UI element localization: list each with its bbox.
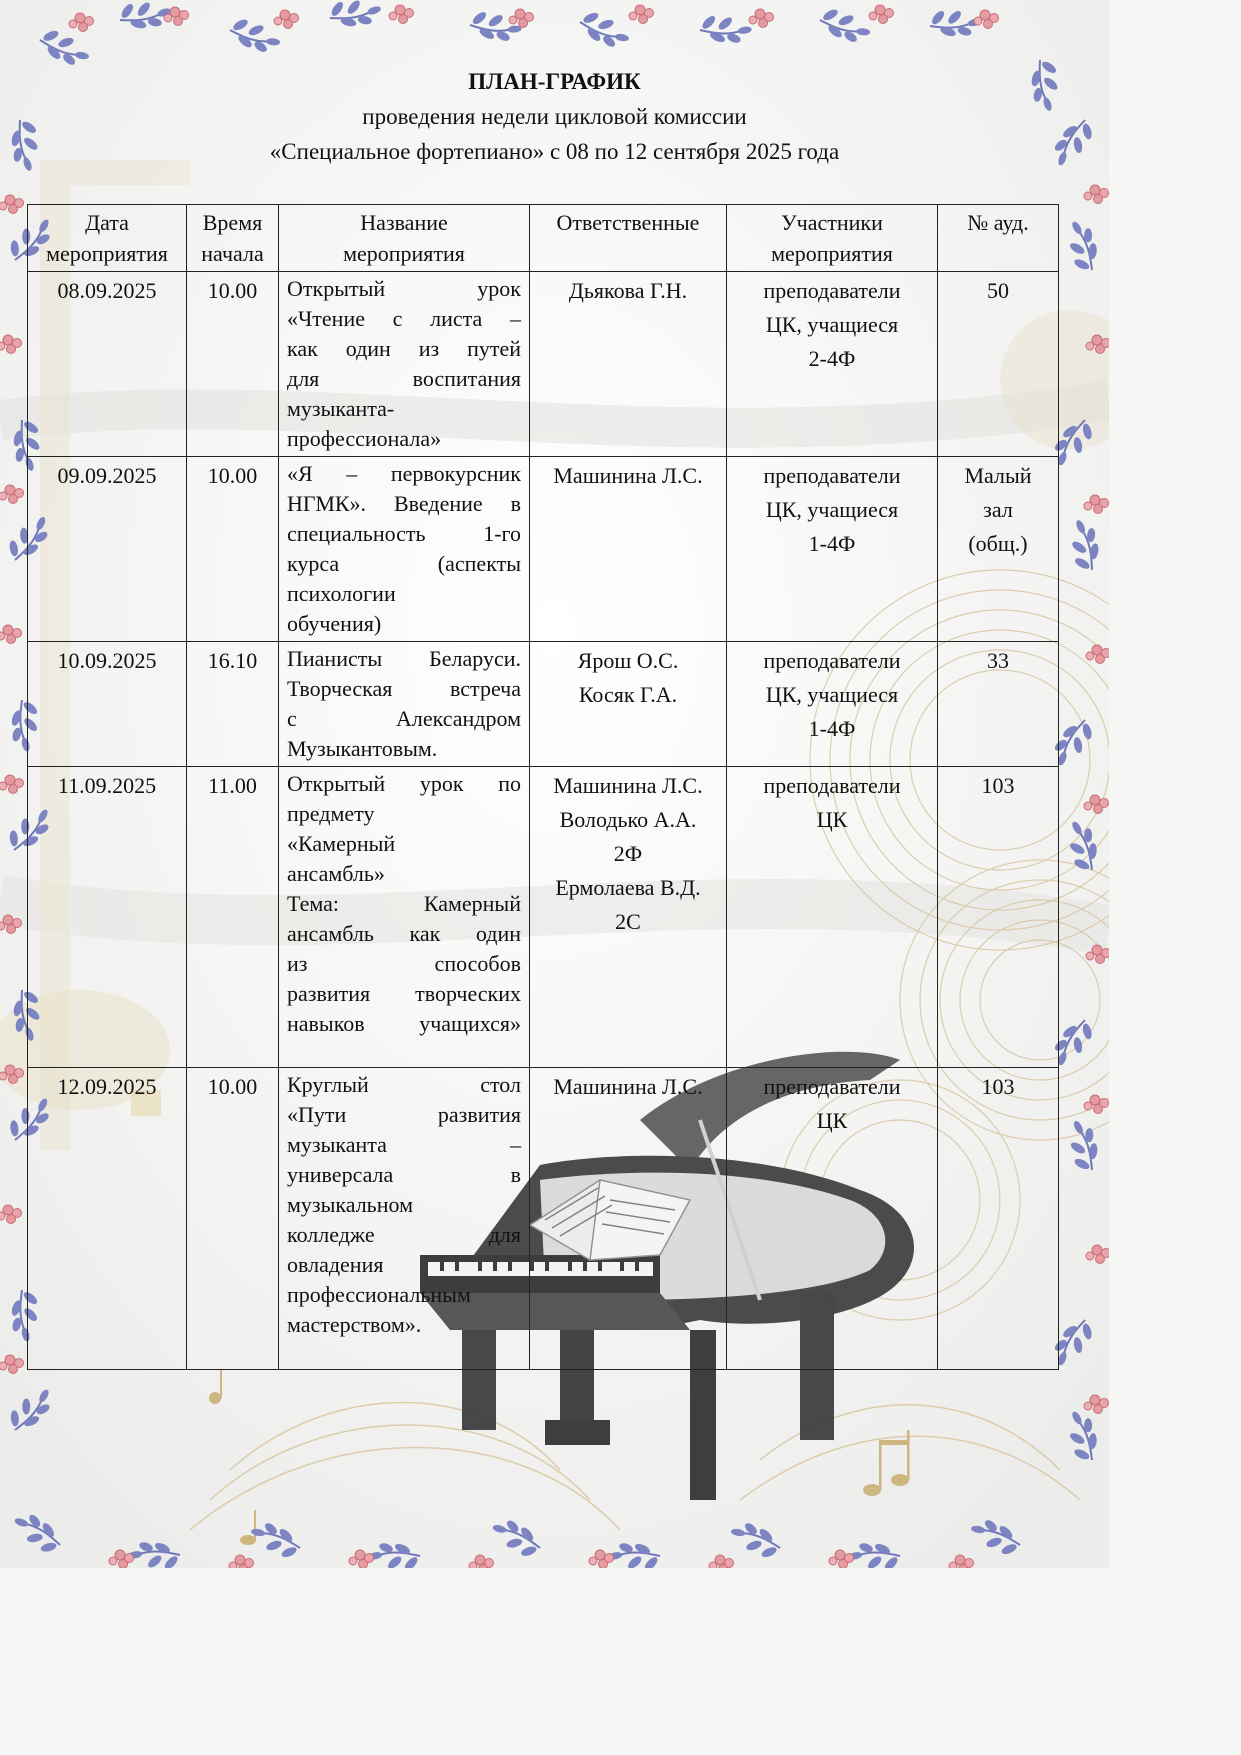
room-line: 103 (981, 773, 1015, 798)
event-date: 08.09.2025 (57, 278, 157, 303)
event-name-line: развития творческих (287, 981, 521, 1006)
event-date: 10.09.2025 (57, 648, 157, 673)
participants-line: ЦК, учащиеся (765, 497, 899, 522)
table-header-row (28, 205, 1059, 272)
header-room (938, 205, 1059, 272)
document-heading (0, 64, 1109, 169)
event-name-line: предмету (287, 801, 375, 826)
schedule-table (27, 204, 1059, 1370)
responsible-line: Машинина Л.С. (553, 463, 703, 488)
participants-line: ЦК, учащиеся (765, 682, 899, 707)
header-time-line-2: начала (201, 241, 264, 266)
event-name-line: профессиональным (287, 1282, 471, 1307)
event-name-line: навыков учащихся» (287, 1011, 521, 1036)
event-name-line: как один из путей (287, 336, 521, 361)
header-responsible (530, 205, 727, 272)
event-date: 09.09.2025 (57, 463, 157, 488)
event-name-line: «Пути развития (287, 1102, 521, 1127)
participants-line: преподаватели (763, 278, 901, 303)
event-name-line: колледже для (287, 1222, 521, 1247)
responsible-line: Машинина Л.С. (553, 1074, 703, 1099)
event-name-line: Пианисты Беларуси. (287, 646, 521, 671)
cell-room (938, 1068, 1059, 1370)
cell-date (28, 457, 187, 642)
header-date-line-2: мероприятия (46, 241, 168, 266)
cell-responsible (530, 642, 727, 767)
document-subtitle-2: «Специальное фортепиано» с 08 по 12 сентября 2025 года (269, 139, 840, 164)
event-name-line: обучения) (287, 611, 382, 636)
responsible-line: Ярош О.С. (577, 648, 679, 673)
participants-line: 2-4Ф (808, 346, 856, 371)
event-name-line: мастерством». (287, 1312, 422, 1337)
participants-line: ЦК (816, 1108, 848, 1133)
cell-date (28, 642, 187, 767)
event-time: 10.00 (207, 463, 258, 488)
table-row (28, 457, 1059, 642)
event-name-line: из способов (287, 951, 521, 976)
event-name-line: НГМК». Введение в (287, 491, 521, 516)
cell-participants (727, 457, 938, 642)
event-name-line: с Александром (287, 706, 521, 731)
header-time (187, 205, 279, 272)
table-row (28, 767, 1059, 1068)
participants-line: 1-4Ф (808, 716, 856, 741)
event-name-line: музыканта – (287, 1132, 521, 1157)
table-row (28, 1068, 1059, 1370)
cell-event-name (279, 767, 530, 1068)
responsible-line: Ермолаева В.Д. (555, 875, 701, 900)
event-time: 10.00 (207, 278, 258, 303)
header-event-name (279, 205, 530, 272)
event-name-line: универсала в (287, 1162, 521, 1187)
event-name-line: Открытый урок (287, 276, 521, 301)
cell-time (187, 642, 279, 767)
cell-date (28, 1068, 187, 1370)
event-name-line: овладения (287, 1252, 384, 1277)
event-name-line: Открытый урок по (287, 771, 521, 796)
cell-time (187, 457, 279, 642)
table-row (28, 272, 1059, 457)
room-line: Малый (964, 463, 1032, 488)
header-participants (727, 205, 938, 272)
event-name-line: специальность 1-го (287, 521, 521, 546)
table-row (28, 642, 1059, 767)
event-name-line: «Камерный (287, 831, 396, 856)
participants-line: ЦК, учащиеся (765, 312, 899, 337)
event-time: 16.10 (207, 648, 258, 673)
participants-line: преподаватели (763, 648, 901, 673)
responsible-line: Дьякова Г.Н. (568, 278, 688, 303)
header-date-line-1: Дата (85, 210, 129, 235)
table-body (28, 272, 1059, 1370)
cell-time (187, 272, 279, 457)
cell-responsible (530, 457, 727, 642)
participants-line: преподаватели (763, 463, 901, 488)
header-resp-line: Ответственные (556, 210, 700, 235)
header-date (28, 205, 187, 272)
event-name-line: ансамбль как один (287, 921, 521, 946)
participants-line: ЦК (816, 807, 848, 832)
cell-participants (727, 767, 938, 1068)
cell-responsible (530, 272, 727, 457)
room-line: 50 (987, 278, 1009, 303)
cell-participants (727, 642, 938, 767)
cell-room (938, 457, 1059, 642)
header-room-line: № ауд. (967, 210, 1029, 235)
cell-event-name (279, 272, 530, 457)
header-part-line-1: Участники (781, 210, 883, 235)
room-line: (общ.) (968, 531, 1028, 556)
event-date: 12.09.2025 (57, 1074, 157, 1099)
cell-room (938, 642, 1059, 767)
cell-participants (727, 272, 938, 457)
cell-room (938, 272, 1059, 457)
responsible-line: Машинина Л.С. (553, 773, 703, 798)
cell-time (187, 767, 279, 1068)
participants-line: преподаватели (763, 773, 901, 798)
event-name-line: Круглый стол (287, 1072, 521, 1097)
event-name-line: профессионала» (287, 426, 442, 451)
responsible-line: Косяк Г.А. (578, 682, 678, 707)
event-name-line: психологии (287, 581, 396, 606)
cell-event-name (279, 642, 530, 767)
responsible-line: 2Ф (613, 841, 643, 866)
event-name-line: Музыкантовым. (287, 736, 438, 761)
document-subtitle-1: проведения недели цикловой комиссии (362, 104, 747, 129)
cell-room (938, 767, 1059, 1068)
event-name-line: Тема: Камерный (287, 891, 521, 916)
participants-line: 1-4Ф (808, 531, 856, 556)
document-title: ПЛАН-ГРАФИК (468, 69, 641, 94)
cell-event-name (279, 457, 530, 642)
event-name-line: музыкальном (287, 1192, 413, 1217)
event-name-line: музыканта- (287, 396, 395, 421)
cell-responsible (530, 1068, 727, 1370)
event-name-line: Творческая встреча (287, 676, 521, 701)
header-name-line-1: Название (360, 210, 448, 235)
room-line: зал (983, 497, 1013, 522)
event-name-line: «Я – первокурсник (287, 461, 521, 486)
event-name-line: курса (аспекты (287, 551, 521, 576)
event-time: 11.00 (208, 773, 257, 798)
room-line: 103 (981, 1074, 1015, 1099)
cell-time (187, 1068, 279, 1370)
event-name-line: «Чтение с листа – (287, 306, 521, 331)
cell-participants (727, 1068, 938, 1370)
header-part-line-2: мероприятия (771, 241, 893, 266)
participants-line: преподаватели (763, 1074, 901, 1099)
responsible-line: Володько А.А. (559, 807, 697, 832)
cell-date (28, 767, 187, 1068)
room-line: 33 (987, 648, 1009, 673)
cell-responsible (530, 767, 727, 1068)
header-name-line-2: мероприятия (343, 241, 465, 266)
event-name-line: ансамбль» (287, 861, 385, 886)
event-time: 10.00 (207, 1074, 258, 1099)
cell-event-name (279, 1068, 530, 1370)
header-time-line-1: Время (202, 210, 263, 235)
event-name-line: для воспитания (287, 366, 521, 391)
cell-date (28, 272, 187, 457)
event-date: 11.09.2025 (57, 773, 157, 798)
responsible-line: 2С (615, 909, 641, 934)
